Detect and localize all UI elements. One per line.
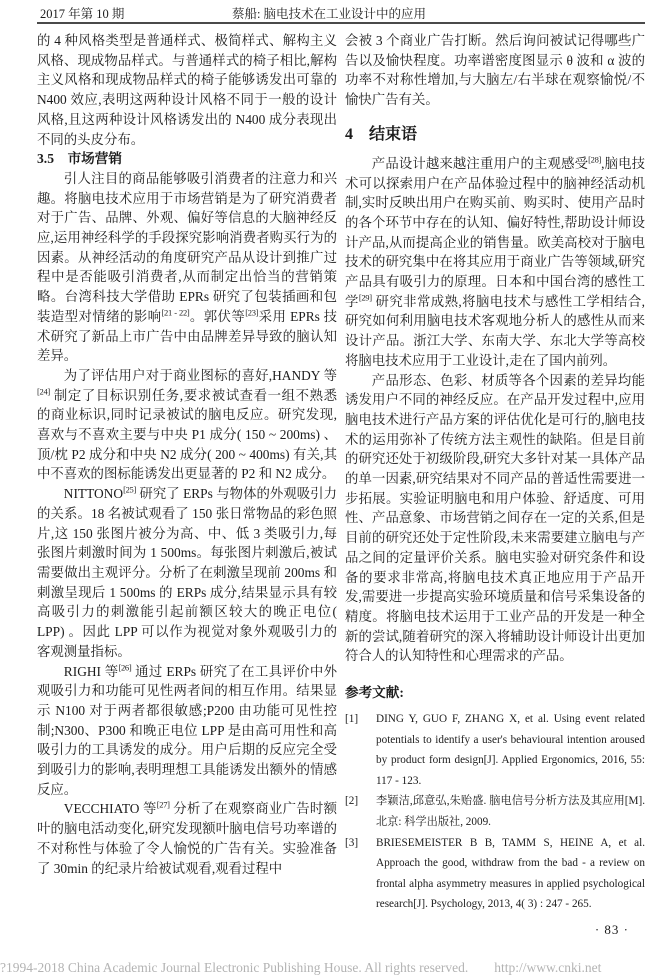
cnki-footer [0,960,656,976]
page-header [37,4,645,21]
header-rule [37,22,645,24]
reference-item [345,709,645,791]
article-body [37,31,645,940]
paragraph: VECCHIATO 等[27] 分析了在观察商业广告时额叶的脑电活动变化,研究发现额叶脑电信号功率谱的不对称性与体验了令人愉悦的广告有关。实验准备了 30min 的纪录片给被试观看,观看过程中 [37,799,337,876]
reference-item [345,833,645,915]
paragraph: 引人注目的商品能够吸引消费者的注意力和兴趣。将脑电技术应用于市场营销是为了研究消费者对于广告、品牌、外观、偏好等信息的大脑神经反应,运用神经科学的手段探究影响消费者购买行为的因素。从神经活动的角度研究产品从设计到推广过程中是否能吸引消费者,从而制定出恰当的营销策略。台湾科技大学借助 EPRs 研究了包装插画和包装造型对情绪的影响[21 - 22]。郭伏等[23]采用 EPRs 技术研究了新品上市广告中由品牌差异导致的脑认知差异。 [37,170,338,364]
right-column [345,31,645,940]
copyright-text: ?1994-2018 China Academic Journal Electronic Publishing House. All rights reserved. [0,960,469,975]
paragraph: RIGHI 等[26] 通过 ERPs 研究了在工具评价中外观吸引力和功能可见性两者间的相互作用。结果显示 N100 对于两者都很敏感;P200 由功能可见性控制;N300、P300 和晚正电位 LPP 是由高可用性和高吸引力的工具诱发的成分。用户后期的反应完全受到吸引力的影响,表明理想工具能诱发出额外的情感反应。 [37,662,337,797]
left-column [37,31,337,940]
reference-number: [1] [345,713,359,726]
section-heading-4: 4 结束语 [345,125,418,143]
reference-text: 李颖洁,邱意弘,朱贻盛. 脑电信号分析方法及其应用[M]. 北京: 科学出版社, 2009. [376,795,645,829]
paragraph: 会被 3 个商业广告打断。然后询问被试记得哪些广告以及愉快程度。功率谱密度图显示 θ 波和 α 波的功率不对称性增加,与大脑左/右半球在观察愉悦/不愉快广告有关。 [345,33,645,108]
reference-number: [3] [345,836,359,849]
paragraph: 产品设计越来越注重用户的主观感受[28],脑电技术可以探索用户在产品体验过程中的脑神经活动机制,实时反映出用户在购买前、购买时、使用产品时的各个环节中存在的认知、偏好特性,帮助设计师设计产品,从而提高企业的销售量。欧美高校对于脑电技术的研究集中在将其应用于商业广告等领域,研究产品具有吸引力的原理。日本和中国台湾的感性工学[29] 研究非常成熟,将脑电技术与感性工学相结合,研究如何利用脑电技术客观地分析人的感性从而来设计产品。浙江大学、东南大学、东北大学等高校将脑电技术应用于工业设计,走在了国内前列。 [345,154,646,368]
paragraph: 的 4 种风格类型是普通样式、极简样式、解构主义风格、现成物品样式。与普通样式的椅子相比,解构主义风格和现成物品样式的椅子能够诱发出可靠的 N400 效应,表明这两种设计风格不同于一般的设计风格,且这两种设计风格诱发出的 N400 成分表现出不同的头皮分布。 [37,33,337,147]
issue-label: 2017 年第 10 期 [40,7,125,21]
references-heading: 参考文献: [345,685,404,701]
page-number: · 83 · [594,922,629,938]
paragraph: 产品形态、色彩、材质等各个因素的差异均能诱发用户不同的神经反应。在产品开发过程中,应用脑电技术进行产品方案的评估优化是可行的,脑电技术的运用弥补了传统方法主观性的缺陷。但是目前的研究还处于初级阶段,研究大多针对某一具体产品的单一因素,研究结果对不同产品的普适性需要进一步拓展。实验证明脑电和用户体验、舒适度、可用性、产品意象、市场营销之间存在一定的关系,但是目前的研究还处于定性阶段,未来需要建立脑电与产品之间的定量评价关系。脑电实验对研究条件和设备的要求非常高,将脑电技术真正地应用于产品开发,需要进一步提高实验环境质量和信号采集设备的精度。将脑电技术运用于工业产品的开发是一种全新的尝试,随着研究的深入将辅助设计师设计出更加符合人的认知特性和心理需求的产品。 [345,372,645,664]
reference-number: [2] [345,795,359,808]
running-title: 蔡船: 脑电技术在工业设计中的应用 [231,7,427,21]
reference-item [345,791,645,832]
reference-text: BRIESEMEISTER B B, TAMM S, HEINE A, et al. Approach the good, withdraw from the bad - a review on frontal alpha asymmetry measures in applied psychological research[J]. Psychology, 2013, 4( 3) : 247 - 265. [376,836,645,911]
reference-text: DING Y, GUO F, ZHANG X, et al. Using event related potentials to identify a user's behavioural intention aroused by product form design[J]. Applied Ergonomics, 2016, 55: 117 - 123. [376,713,645,787]
paragraph: NITTONO[25] 研究了 ERPs 与物体的外观吸引力的关系。18 名被试观看了 150 张日常物品的彩色照片,这 150 张图片被分为高、中、低 3 类吸引力,每张图片刺激时间为 1 500ms。每张图片刺激后,被试需要做出主观评分。分析了在刺激呈现前 200ms 和刺激呈现后 1 500ms 的 ERPs 成分,结果显示具有较高吸引力的刺激能引起前额区较大的晚正电位( LPP) 。因此 LPP 可以作为视觉对象外观吸引力的客观测量指标。 [37,484,337,659]
paragraph: 为了评估用户对于商业图标的喜好,HANDY 等[24] 制定了目标识别任务,要求被试查看一组不熟悉的商业标识,同时记录被试的脑电反应。研究发现,喜欢与不喜欢主要与中央 P1 成分( 150 ~ 200ms) 、顶/枕 P2 成分和中央 N2 成分( 200 ~ 400ms) 有关,其中不喜欢的图标能诱发出更显著的 P2 和 N2 成分。 [37,367,337,482]
cnki-url: http://www.cnki.net [494,960,602,975]
section-heading-3-5: 3.5 市场营销 [37,151,122,167]
